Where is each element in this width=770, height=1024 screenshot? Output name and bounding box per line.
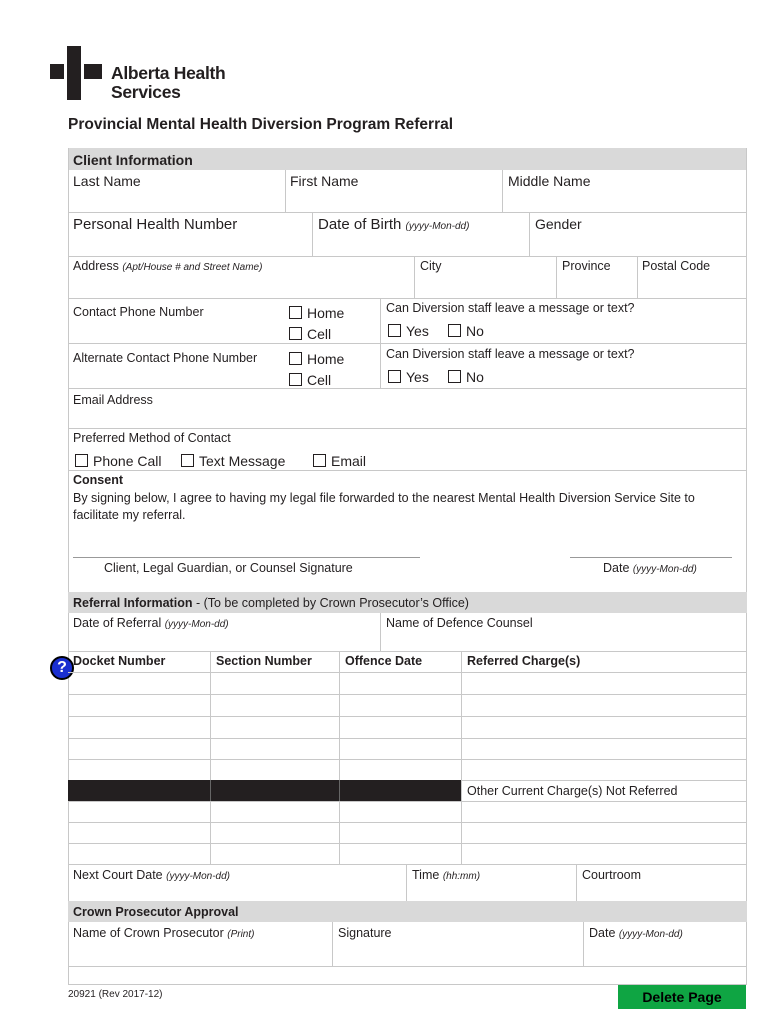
city-input[interactable] <box>418 277 556 297</box>
alt-message-yes-checkbox[interactable]: Yes <box>388 369 429 385</box>
dob-input[interactable] <box>316 236 528 256</box>
form-title: Provincial Mental Health Diversion Program Referral <box>68 116 454 133</box>
referral-section-title: Referral Information - (To be completed by Crown Prosecutor’s Office) <box>73 596 469 610</box>
dob-label: Date of Birth (yyyy-Mon-dd) <box>318 216 470 233</box>
first-name-label: First Name <box>290 173 359 189</box>
consent-title: Consent <box>73 473 123 487</box>
time-input[interactable] <box>410 883 576 901</box>
crown-name-input[interactable] <box>72 944 332 964</box>
crown-date-label: Date (yyyy-Mon-dd) <box>589 926 683 940</box>
crown-date-input[interactable] <box>587 944 746 964</box>
ahs-cross-icon <box>50 46 102 100</box>
delete-page-button[interactable]: Delete Page <box>618 985 746 1009</box>
address-label: Address (Apt/House # and Street Name) <box>73 259 263 273</box>
other-charge-row-3[interactable] <box>72 846 210 864</box>
form-number: 20921 (Rev 2017-12) <box>68 989 163 1000</box>
col-section-number: Section Number <box>216 654 312 668</box>
approval-section-title: Crown Prosecutor Approval <box>73 905 239 919</box>
address-input[interactable] <box>72 277 414 297</box>
postal-code-input[interactable] <box>641 277 746 297</box>
email-checkbox[interactable]: Email <box>313 453 366 469</box>
charge-row-5[interactable] <box>72 762 210 780</box>
charge-row-2[interactable] <box>72 697 210 715</box>
charge-row-1[interactable] <box>72 675 210 693</box>
brand-name-line1: Alberta Health <box>111 63 226 83</box>
next-court-date-label: Next Court Date (yyyy-Mon-dd) <box>73 868 231 882</box>
contact-phone-label: Contact Phone Number <box>73 305 204 319</box>
date-of-referral-label: Date of Referral (yyyy-Mon-dd) <box>73 616 229 630</box>
alt-message-no-checkbox[interactable]: No <box>448 369 484 385</box>
phn-label: Personal Health Number <box>73 216 238 233</box>
city-label: City <box>420 259 442 273</box>
alt-cell-checkbox[interactable]: Cell <box>289 372 331 388</box>
crown-signature-input[interactable] <box>336 944 583 964</box>
contact-home-checkbox[interactable]: Home <box>289 305 344 321</box>
charge-row-3[interactable] <box>72 719 210 737</box>
consent-date-label: Date (yyyy-Mon-dd) <box>603 561 697 575</box>
defence-counsel-label: Name of Defence Counsel <box>386 616 533 630</box>
gender-input[interactable] <box>533 236 745 256</box>
consent-signature-label: Client, Legal Guardian, or Counsel Signature <box>104 561 353 575</box>
province-input[interactable] <box>560 277 637 297</box>
other-charge-row-1[interactable] <box>72 804 210 822</box>
contact-message-yes-checkbox[interactable]: Yes <box>388 323 429 339</box>
last-name-input[interactable] <box>72 192 284 212</box>
first-name-input[interactable] <box>289 192 501 212</box>
province-label: Province <box>562 259 611 273</box>
help-icon[interactable] <box>50 656 74 680</box>
help-icon-glyph: ? <box>57 659 67 676</box>
courtroom-input[interactable] <box>580 883 746 901</box>
other-charges-label: Other Current Charge(s) Not Referred <box>467 784 678 798</box>
contact-message-no-checkbox[interactable]: No <box>448 323 484 339</box>
next-court-date-input[interactable] <box>72 883 406 901</box>
middle-name-input[interactable] <box>506 192 746 212</box>
ahs-logo <box>50 46 102 100</box>
date-of-referral-input[interactable] <box>72 631 380 651</box>
col-offence-date: Offence Date <box>345 654 423 668</box>
preferred-method-label: Preferred Method of Contact <box>73 431 231 445</box>
alt-phone-label: Alternate Contact Phone Number <box>73 351 258 365</box>
email-label: Email Address <box>73 393 153 407</box>
courtroom-label: Courtroom <box>582 868 642 882</box>
middle-name-label: Middle Name <box>508 173 591 189</box>
client-section-title: Client Information <box>73 152 193 168</box>
email-input[interactable] <box>72 408 746 428</box>
charge-row-4[interactable] <box>72 741 210 759</box>
contact-cell-checkbox[interactable]: Cell <box>289 326 331 342</box>
crown-name-label: Name of Crown Prosecutor (Print) <box>73 926 255 940</box>
col-referred-charges: Referred Charge(s) <box>467 654 581 668</box>
time-label: Time (hh:mm) <box>412 868 481 882</box>
other-charge-row-2[interactable] <box>72 825 210 843</box>
postal-code-label: Postal Code <box>642 259 711 273</box>
consent-text: By signing below, I agree to having my legal file forwarded to the nearest Mental Health Diversion Service Site to facilitate my referral. <box>73 491 695 522</box>
alt-leave-message-label: Can Diversion staff leave a message or text? <box>386 347 635 361</box>
brand-name-line2: Services <box>111 82 181 102</box>
col-docket-number: Docket Number <box>73 654 166 668</box>
contact-leave-message-label: Can Diversion staff leave a message or text? <box>386 301 635 315</box>
phone-call-checkbox[interactable]: Phone Call <box>75 453 162 469</box>
gender-label: Gender <box>535 216 582 232</box>
phn-input[interactable] <box>72 236 312 256</box>
last-name-label: Last Name <box>73 173 141 189</box>
defence-counsel-input[interactable] <box>384 631 746 651</box>
text-message-checkbox[interactable]: Text Message <box>181 453 285 469</box>
crown-signature-label: Signature <box>338 926 392 940</box>
alt-home-checkbox[interactable]: Home <box>289 351 344 367</box>
other-charges-divider <box>68 780 461 801</box>
